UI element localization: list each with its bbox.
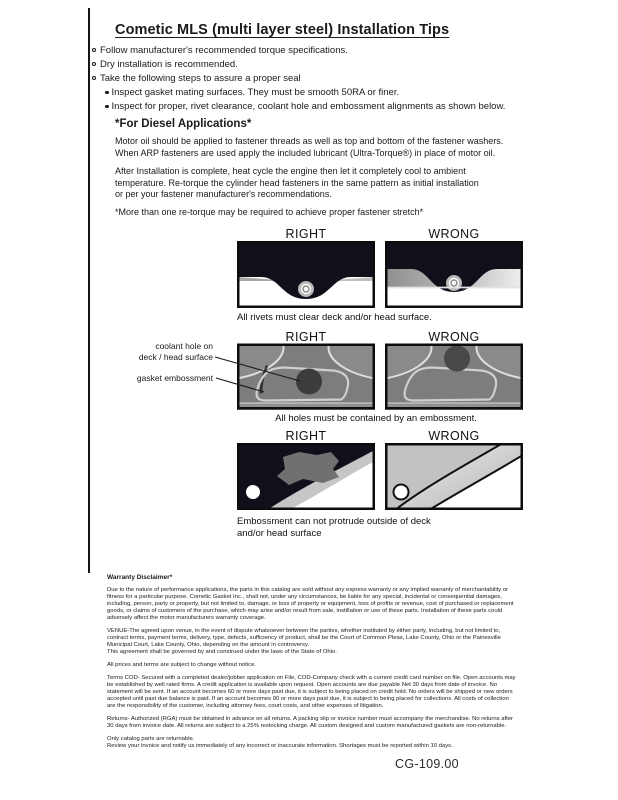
diagram-embossment-right-image	[237, 443, 375, 510]
page-left-rule	[88, 8, 90, 573]
annotation-line: deck / head surface	[138, 351, 213, 362]
caption-line: Embossment can not protrude outside of deck	[237, 516, 431, 527]
circle-bullet-icon	[92, 76, 96, 80]
diagram1-right-label: RIGHT	[285, 227, 327, 241]
retorque-note: *More than one re-torque may be required to achieve proper fastener stretch*	[115, 207, 424, 217]
disclaimer-text: This agreement shall be governed by and construed under the laws of the State of Ohio.	[107, 649, 337, 655]
page-title: Cometic MLS (multi layer steel) Installation Tips	[115, 22, 450, 38]
page-code: CG-109.00	[395, 757, 459, 771]
list-item-text: Dry installation is recommended.	[100, 59, 238, 70]
diagram1-wrong-label: WRONG	[428, 227, 480, 241]
list-item-text: Take the following steps to assure a proper seal	[100, 73, 301, 84]
disclaimer-text: All prices and terms are subject to change without notice.	[107, 662, 256, 668]
disclaimer-paragraph	[107, 662, 518, 669]
circle-bullet-icon	[92, 62, 96, 66]
list-item-text: Inspect gasket mating surfaces. They must be smooth 50RA or finer.	[111, 87, 400, 98]
paragraph-line: Motor oil should be applied to fastener threads as well as top and bottom of the fastener washers.	[115, 136, 504, 146]
gasket-embossment-annotation	[105, 373, 213, 384]
list-item	[92, 72, 505, 86]
list-sub-item	[92, 86, 505, 100]
paragraph-line: After Installation is complete, heat cycle the engine then let it completely cool to ambient	[115, 166, 466, 176]
diagram1-caption: All rivets must clear deck and/or head surface.	[237, 312, 432, 323]
installation-tips-list	[92, 44, 505, 114]
diagram-embossment-wrong-image	[385, 443, 523, 510]
diagram-rivet-wrong-image	[385, 241, 523, 308]
coolant-hole-annotation	[105, 341, 213, 362]
diagram2-wrong-label: WRONG	[428, 330, 480, 344]
list-item-text: Inspect for proper, rivet clearance, coolant hole and embossment alignments as shown below.	[111, 101, 506, 112]
warranty-disclaimer	[107, 574, 518, 756]
paragraph-line: temperature. Re-torque the cylinder head fasteners in the same pattern as initial installation	[115, 177, 479, 188]
disclaimer-paragraph	[107, 736, 518, 750]
disclaimer-text: Only catalog parts are returnable.	[107, 736, 195, 742]
dot-bullet-icon	[105, 91, 109, 95]
list-item	[92, 44, 505, 58]
diagram2-caption: All holes must be contained by an embossment.	[275, 413, 477, 424]
paragraph-line: When ARP fasteners are used apply the included lubricant (Ultra-Torque®) in place of motor oil.	[115, 147, 496, 158]
diesel-paragraph-heat-cycle	[115, 166, 479, 201]
annotation-line: coolant hole on	[155, 341, 213, 351]
diesel-applications-heading: *For Diesel Applications*	[115, 118, 252, 130]
annotation-line: gasket embossment	[136, 373, 213, 383]
disclaimer-text: Returns- Authorized (RGA) must be obtained in advance on all returns. A packing slip or invoice number must accompany the merchandise. No returns after 30 days from invoice date. All returns are subject to a 25% restocking charge. All custom designed and custom manufactured gaskets are non-returnable.	[107, 716, 514, 729]
disclaimer-paragraph	[107, 675, 518, 710]
list-sub-item	[92, 100, 505, 114]
disclaimer-text: VENUE-The agreed upon venue, in the event of dispute whatsoever between the parties, whether instituted by either party, including, but not limited to, contract terms, payment terms, delivery, type, defects, sufficiency of product, shall be the Court of Common Pleas, Lake County, Ohio or the Painesville Municipal Court, Lake County, Ohio, depending on the amount in controversy.	[107, 628, 501, 648]
disclaimer-text: Terms COD- Secured with a completed dealer/jobber application on File, COD-Company check with a current credit card number on file. Open accounts may be established by well rated firms. A credit application is available upon request. Open accounts are due payable Net 30 days from date of invoice. No statement will be sent. If an account becomes 60 or more days past due, it is subject to being placed on credit hold. No orders will be shipped or new orders accepted until past due balance is paid. If an account becomes 90 or more days past due, it is subject to being placed for collections. All costs of collection are the responsibility of the customer, including attorney fees, court costs, and other expenses of litigation.	[107, 675, 516, 709]
disclaimer-paragraph	[107, 587, 518, 622]
diagram3-caption	[237, 516, 431, 540]
circle-bullet-icon	[92, 48, 96, 52]
warranty-disclaimer-heading: Warranty Disclaimer*	[107, 574, 173, 581]
diagram3-wrong-label: WRONG	[428, 429, 480, 443]
dot-bullet-icon	[105, 105, 109, 109]
disclaimer-paragraph	[107, 628, 518, 656]
disclaimer-text: Due to the nature of performance applications, the parts in this catalog are sold without any express warranty or any implied warranty of merchantability or fitness for a particular purpose. Cometic Gasket Inc., shall not, under any circumstances, be liable for any special, incidental or consequential damages, including, person, party or property, but not limited to, damage, or loss of property or equipment, loss of profits or revenue, cost of purchased or replacement goods, or claims of customers of the purchase, which may arise and/or result from sale, instillation or use of these parts. Installation of these parts could adversely affect the motor manufacturers warranty coverage.	[107, 587, 514, 621]
diagram-coolant-right-image	[237, 343, 375, 410]
paragraph-line: or per your fastener manufacturer's recommendations.	[115, 189, 332, 199]
diagram-rivet-right-image	[237, 241, 375, 308]
diagram2-right-label: RIGHT	[285, 330, 327, 344]
disclaimer-text: Review your invoice and notify us immediately of any incorrect or inaccurate information. Shortages must be reported within 10 days.	[107, 743, 453, 749]
diagram-coolant-wrong-image	[385, 343, 523, 410]
diesel-paragraph-motor-oil	[115, 136, 503, 159]
disclaimer-paragraph	[107, 716, 518, 730]
list-item-text: Follow manufacturer's recommended torque specifications.	[100, 45, 348, 56]
diagram3-right-label: RIGHT	[285, 429, 327, 443]
list-item	[92, 58, 505, 72]
caption-line: and/or head surface	[237, 528, 322, 539]
